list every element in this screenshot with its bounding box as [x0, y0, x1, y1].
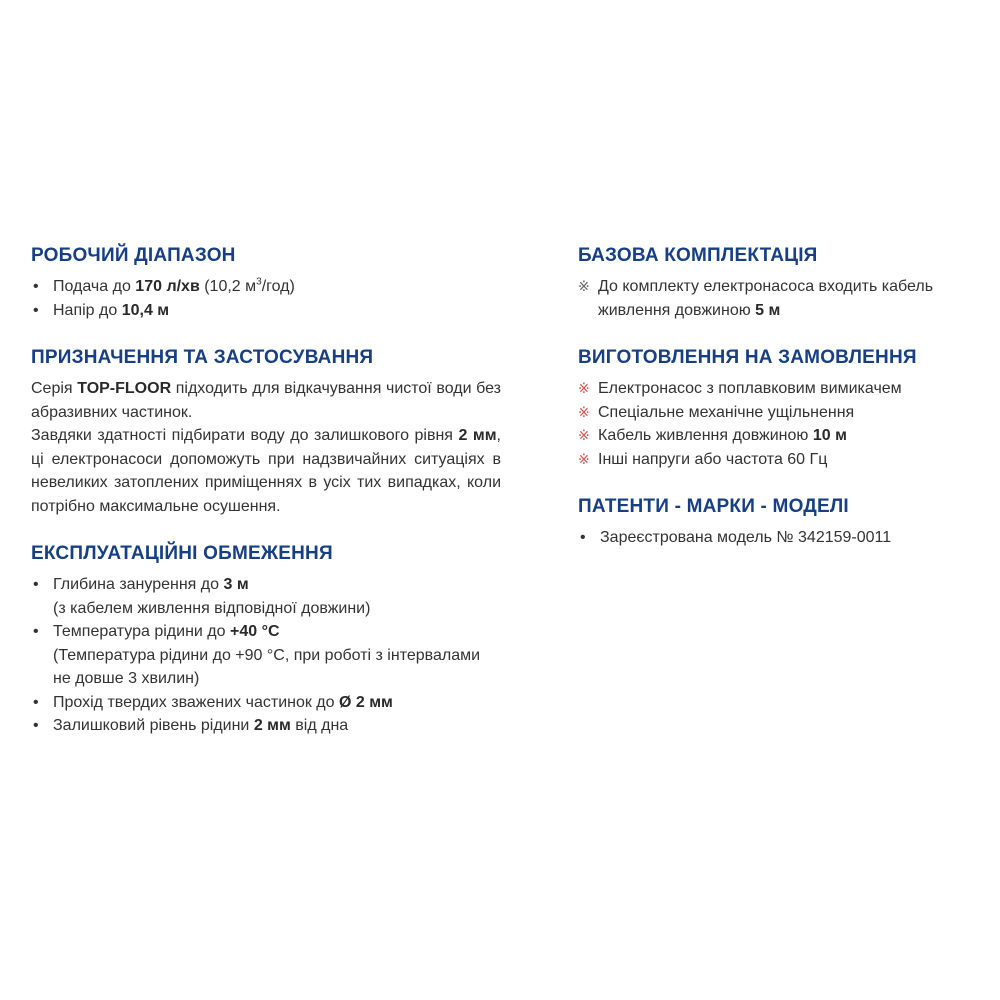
patents-heading: ПАТЕНТИ - МАРКИ - МОДЕЛІ	[578, 496, 849, 517]
custom-order-section	[578, 344, 983, 471]
purpose-section	[31, 344, 501, 518]
patents-list	[578, 526, 983, 550]
asterism-icon: ※	[578, 403, 590, 420]
list-item: • Прохід твердих зважених частинок до Ø 2 мм	[31, 691, 501, 715]
limits-heading: ЕКСПЛУАТАЦІЙНІ ОБМЕЖЕННЯ	[31, 543, 333, 564]
list-item: ※ Інші напруги або частота 60 Гц	[578, 448, 983, 472]
basic-kit-list	[578, 275, 983, 322]
custom-order-heading: ВИГОТОВЛЕННЯ НА ЗАМОВЛЕННЯ	[578, 347, 917, 368]
list-item: ※ Спеціальне механічне ущільнення	[578, 401, 983, 425]
purpose-heading: ПРИЗНАЧЕННЯ ТА ЗАСТОСУВАННЯ	[31, 347, 374, 368]
list-item: ※ Електронасос з поплавковим вимикачем	[578, 377, 983, 401]
limits-section	[31, 540, 501, 738]
asterism-icon: ※	[578, 278, 590, 294]
list-item: • Зареєстрована модель № 342159-0011	[578, 526, 983, 550]
operating-range-heading: РОБОЧИЙ ДІАПАЗОН	[31, 245, 236, 266]
patents-section	[578, 493, 983, 550]
asterism-icon: ※	[578, 427, 590, 443]
limits-list	[31, 573, 501, 738]
list-item: • Температура рідини до +40 °C (Температура рідини до +90 °C, при роботі з інтервалами не довше 3 хвилин)	[31, 620, 501, 691]
left-column	[31, 242, 501, 760]
list-item: ※ До комплекту електронасоса входить кабель живлення довжиною 5 м	[578, 275, 983, 322]
list-item: • Напір до 10,4 м	[31, 299, 501, 323]
asterism-icon: ※	[578, 380, 590, 396]
purpose-paragraph-2: Завдяки здатності підбирати воду до залишкового рівня 2 мм, ці електронасоси допоможуть при надзвичайних ситуаціях в невеликих затоплених приміщеннях в усіх тих випадках, коли потрібно максимальне осушення.	[31, 427, 501, 515]
basic-kit-heading: БАЗОВА КОМПЛЕКТАЦІЯ	[578, 245, 818, 266]
purpose-paragraph-1: Серія TOP-FLOOR підходить для відкачування чистої води без абразивних частинок.	[31, 380, 502, 421]
operating-range-section	[31, 242, 501, 322]
asterism-icon: ※	[578, 450, 590, 467]
custom-order-list	[578, 377, 983, 471]
list-item: • Залишковий рівень рідини 2 мм від дна	[31, 714, 501, 738]
list-item: ※ Кабель живлення довжиною 10 м	[578, 424, 983, 448]
operating-range-list	[31, 275, 501, 322]
basic-kit-section	[578, 242, 983, 322]
list-item: • Подача до 170 л/хв (10,2 $м^3/год$)	[31, 275, 501, 299]
list-item: • Глибина занурення до 3 м (з кабелем живлення відповідної довжини)	[31, 573, 501, 620]
right-column	[578, 242, 983, 572]
